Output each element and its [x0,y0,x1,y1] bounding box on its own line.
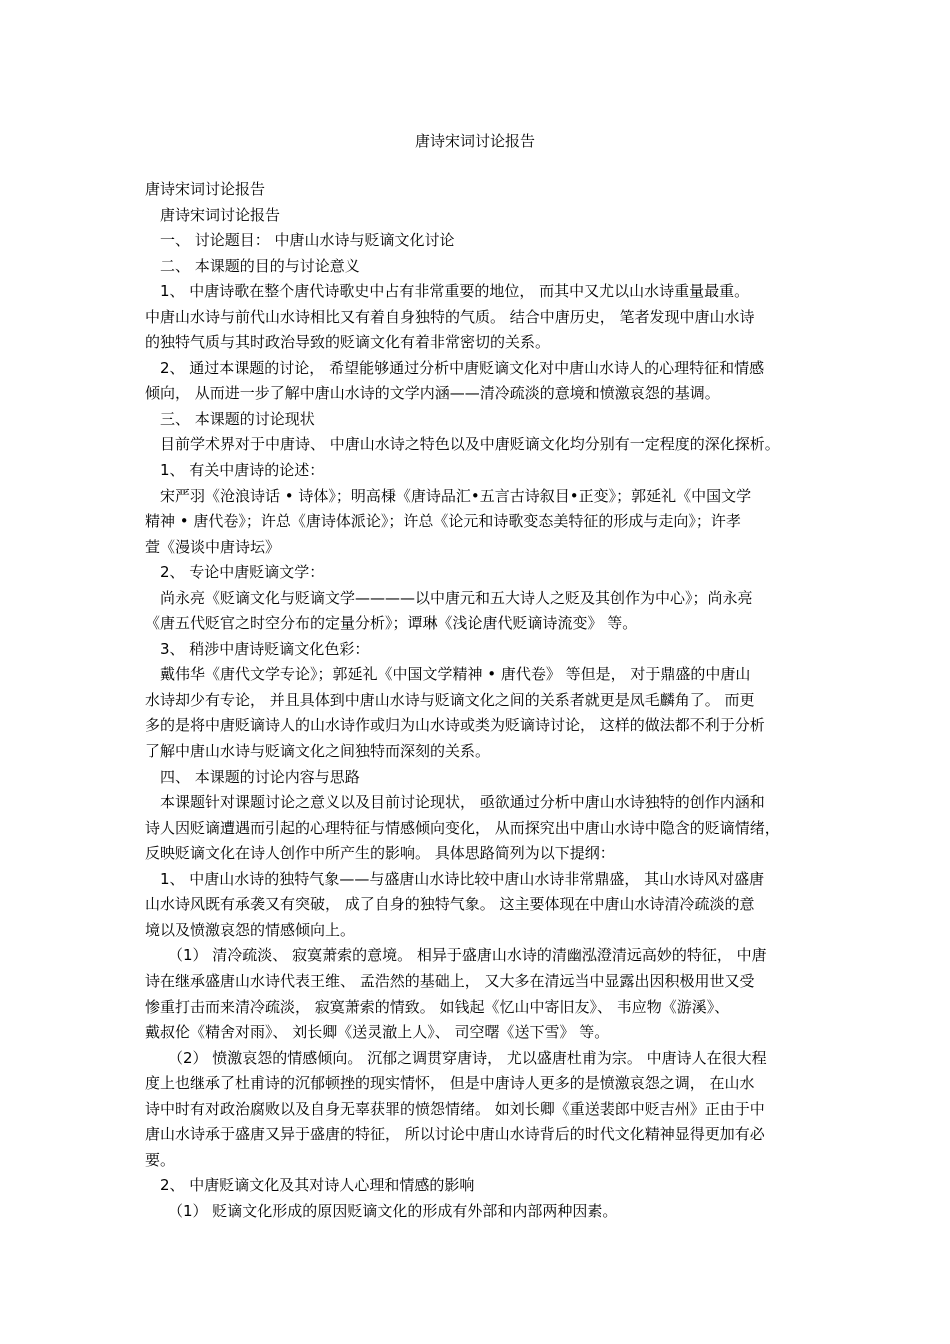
paragraph-line: 要。 [145,1150,176,1169]
paragraph-line: 水诗却少有专论， 并且具体到中唐山水诗与贬谪文化之间的关系者就更是凤毛麟角了。 而更 [145,690,755,709]
paragraph-line: 精神 • 唐代卷》；许总《唐诗体派论》；许总《论元和诗歌变态美特征的形成与走向》；许孝 [145,512,741,531]
paragraph-line: 诗中时有对政治腐败以及自身无辜获罪的愤怨情绪。 如刘长卿《重送裴郎中贬吉州》正由于中 [145,1099,765,1118]
paragraph-line: 惨重打击而来清冷疏淡， 寂寞萧索的情致。 如钱起《忆山中寄旧友》、 韦应物《游溪》、 [145,997,730,1016]
paragraph-line: 本课题针对课题讨论之意义以及目前讨论现状， 亟欲通过分析中唐山水诗独特的创作内涵和 [160,793,765,812]
section-heading: 一、 讨论题目： 中唐山水诗与贬谪文化讨论 [160,231,455,250]
heading-line: 唐诗宋词讨论报告 [145,180,266,198]
subheading-line: 唐诗宋词讨论报告 [160,205,281,224]
section-heading: 二、 本课题的目的与讨论意义 [160,256,360,275]
paragraph-line: 目前学术界对于中唐诗、 中唐山水诗之特色以及中唐贬谪文化均分别有一定程度的深化探析。 [160,435,780,454]
paragraph-line: （1） 清冷疏淡、 寂寞萧索的意境。 相异于盛唐山水诗的清幽泓澄清远高妙的特征， 中唐 [168,946,767,965]
paragraph-line: 多的是将中唐贬谪诗人的山水诗作或归为山水诗或类为贬谪诗讨论， 这样的做法都不利于分析 [145,716,765,735]
paragraph-line: （2） 愤激哀怨的情感倾向。 沉郁之调贯穿唐诗， 尤以盛唐杜甫为宗。 中唐诗人在很大程 [168,1048,767,1067]
paragraph-line: 反映贬谪文化在诗人创作中所产生的影响。 具体思路简列为以下提纲： [145,844,615,863]
list-heading: 2、 专论中唐贬谪文学： [160,563,325,582]
paragraph-line: 2、 通过本课题的讨论， 希望能够通过分析中唐贬谪文化对中唐山水诗人的心理特征和情感 [160,358,765,377]
page-title: 唐诗宋词讨论报告 [414,132,535,150]
paragraph-line: 了解中唐山水诗与贬谪文化之间独特而深刻的关系。 [145,742,491,761]
paragraph-line: 中唐山水诗与前代山水诗相比又有着自身独特的气质。 结合中唐历史， 笔者发现中唐山水诗 [145,307,755,326]
paragraph-line: 度上也继承了杜甫诗的沉郁顿挫的现实情怀， 但是中唐诗人更多的是愤激哀怨之调， 在山水 [145,1074,755,1093]
list-heading: 3、 稍涉中唐诗贬谪文化色彩： [160,639,370,658]
paragraph-line: （1） 贬谪文化形成的原因贬谪文化的形成有外部和内部两种因素。 [168,1201,618,1220]
paragraph-line: 《唐五代贬官之时空分布的定量分析》；谭琳《浅论唐代贬谪诗流变》 等。 [145,614,638,633]
paragraph-line: 尚永亮《贬谪文化与贬谪文学————以中唐元和五大诗人之贬及其创作为中心》；尚永亮 [160,588,753,607]
section-heading: 四、 本课题的讨论内容与思路 [160,767,360,786]
paragraph-line: 倾向， 从而进一步了解中唐山水诗的文学内涵——清冷疏淡的意境和愤激哀怨的基调。 [145,384,720,403]
paragraph-line: 宋严羽《沧浪诗话 • 诗体》；明高棅《唐诗品汇•五言古诗叙目•正变》；郭延礼《中国文学 [160,486,752,505]
paragraph-line: 唐山水诗承于盛唐又异于盛唐的特征， 所以讨论中唐山水诗背后的时代文化精神显得更加有必 [145,1125,765,1144]
paragraph-line: 诗人因贬谪遭遇而引起的心理特征与情感倾向变化， 从而探究出中唐山水诗中隐含的贬谪情绪， [145,818,780,837]
paragraph-line: 戴伟华《唐代文学专论》；郭延礼《中国文学精神 • 唐代卷》 等但是， 对于鼎盛的中唐山 [160,665,751,684]
paragraph-line: 境以及愤激哀怨的情感倾向上。 [145,920,356,939]
document-body [145,177,820,1224]
list-heading: 1、 有关中唐诗的论述： [160,461,325,480]
paragraph-line: 的独特气质与其时政治导致的贬谪文化有着非常密切的关系。 [145,333,551,352]
paragraph-line: 1、 中唐诗歌在整个唐代诗歌史中占有非常重要的地位， 而其中又尤以山水诗重量最重。 [160,282,750,301]
paragraph-line: 戴叔伦《精舍对雨》、 刘长卿《送灵澈上人》、 司空曙《送下雪》 等。 [145,1023,610,1042]
list-heading: 2、 中唐贬谪文化及其对诗人心理和情感的影响 [160,1176,475,1195]
paragraph-line: 萱《漫谈中唐诗坛》 [145,537,281,556]
paragraph-line: 山水诗风既有承袭又有突破， 成了自身的独特气象。 这主要体现在中唐山水诗清冷疏淡的意 [145,895,755,914]
section-heading: 三、 本课题的讨论现状 [160,409,315,428]
paragraph-line: 诗在继承盛唐山水诗代表王维、 孟浩然的基础上， 又大多在清远当中显露出因积极用世又受 [145,971,755,990]
paragraph-line: 1、 中唐山水诗的独特气象——与盛唐山水诗比较中唐山水诗非常鼎盛， 其山水诗风对盛唐 [160,869,765,888]
